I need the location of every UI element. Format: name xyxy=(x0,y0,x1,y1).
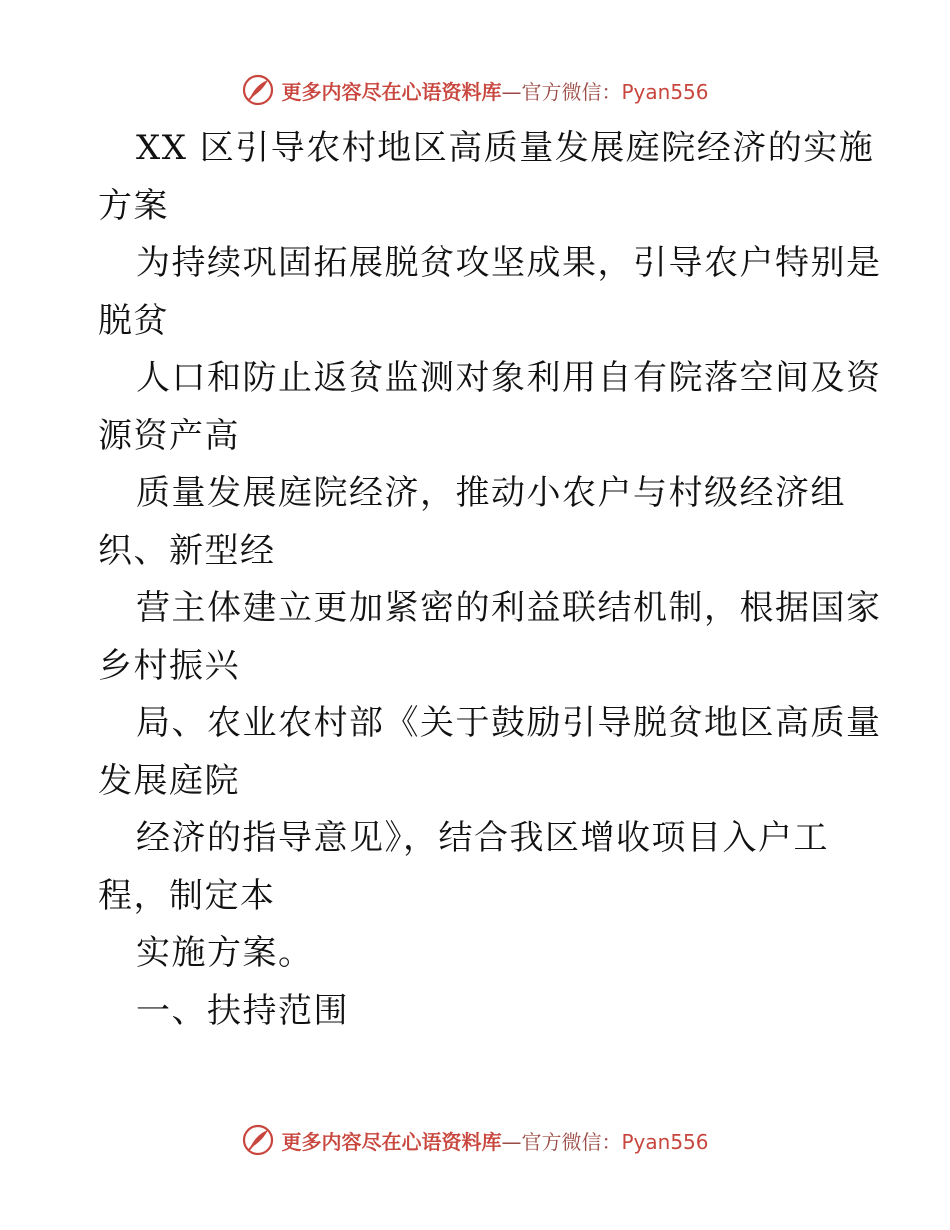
watermark-site-text: 更多内容尽在心语资料库 xyxy=(281,79,502,104)
doc-line: 脱贫 xyxy=(98,300,169,341)
doc-line: 局、农业农村部《关于鼓励引导脱贫地区高质量 xyxy=(136,703,882,743)
doc-title-line-2: 方案 xyxy=(98,185,169,226)
header-watermark xyxy=(0,70,950,110)
doc-line: 织、新型经 xyxy=(98,530,276,571)
doc-line: 源资产高 xyxy=(98,415,240,456)
doc-line: 为持续巩固拓展脱贫攻坚成果，引导农户特别是 xyxy=(136,243,882,283)
doc-line: 人口和防止返贫监测对象利用自有院落空间及资 xyxy=(136,358,882,398)
watermark-text xyxy=(281,1126,708,1155)
feather-quill-logo-icon xyxy=(241,73,275,107)
doc-title-line-1: XX 区引导农村地区高质量发展庭院经济的实施 xyxy=(136,128,875,168)
doc-line: 程，制定本 xyxy=(98,875,276,916)
watermark-separator: — xyxy=(501,1129,522,1154)
footer-watermark xyxy=(0,1120,950,1160)
section-heading: 一、扶持范围 xyxy=(136,990,349,1031)
document-body xyxy=(98,120,882,1040)
feather-quill-logo-icon xyxy=(241,1123,275,1157)
watermark-text xyxy=(281,76,708,105)
watermark-site-text: 更多内容尽在心语资料库 xyxy=(281,1129,502,1154)
watermark-account-label: 官方微信： xyxy=(521,1129,622,1154)
doc-line: 乡村振兴 xyxy=(98,645,240,686)
watermark-account-id: Pyan556 xyxy=(621,1129,709,1154)
doc-line: 发展庭院 xyxy=(98,760,240,801)
doc-line: 实施方案。 xyxy=(136,933,314,973)
doc-line: 质量发展庭院经济，推动小农户与村级经济组 xyxy=(136,473,846,513)
doc-line: 经济的指导意见》，结合我区增收项目入户工 xyxy=(136,818,829,858)
watermark-separator: — xyxy=(501,79,522,104)
doc-line: 营主体建立更加紧密的利益联结机制，根据国家 xyxy=(136,588,882,628)
watermark-account-label: 官方微信： xyxy=(521,79,622,104)
watermark-account-id: Pyan556 xyxy=(621,79,709,104)
